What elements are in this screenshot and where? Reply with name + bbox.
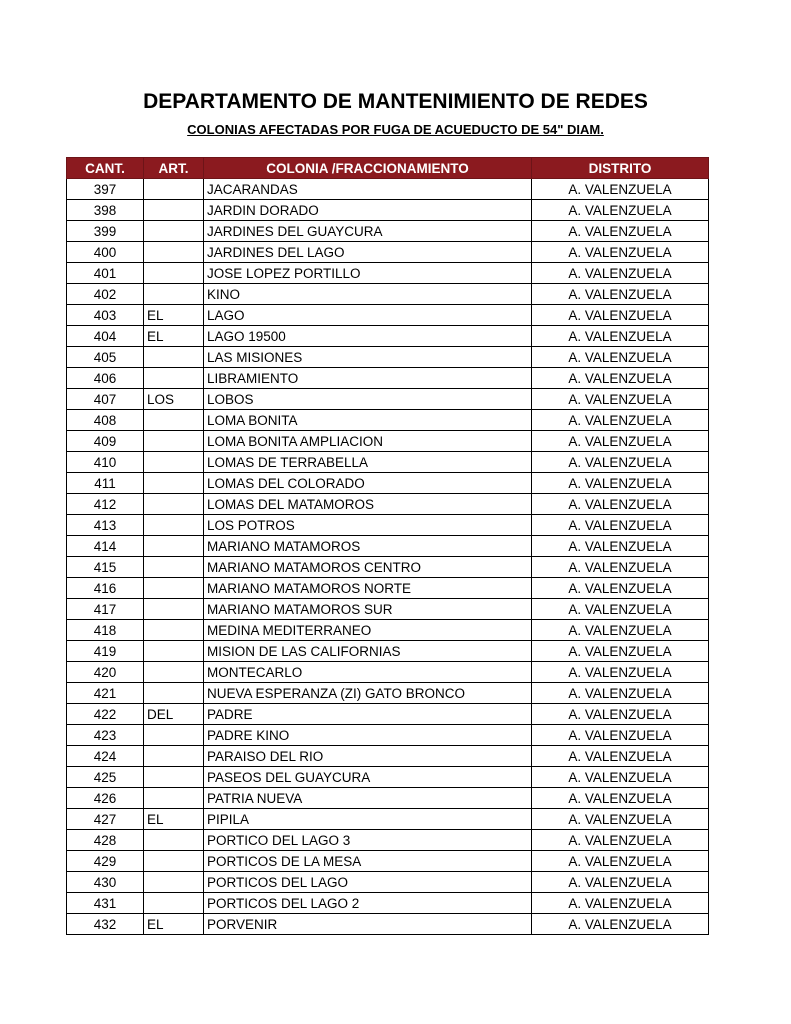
cell-distrito: A. VALENZUELA [532, 704, 709, 725]
page-title: DEPARTAMENTO DE MANTENIMIENTO DE REDES [143, 90, 648, 113]
cell-art [144, 284, 204, 305]
cell-distrito: A. VALENZUELA [532, 284, 709, 305]
cell-art [144, 683, 204, 704]
cell-distrito: A. VALENZUELA [532, 746, 709, 767]
cell-distrito: A. VALENZUELA [532, 872, 709, 893]
cell-distrito: A. VALENZUELA [532, 494, 709, 515]
cell-art [144, 410, 204, 431]
cell-art [144, 746, 204, 767]
cell-cant: 426 [67, 788, 144, 809]
column-header-distrito: DISTRITO [532, 158, 709, 179]
cell-cant: 416 [67, 578, 144, 599]
cell-art [144, 788, 204, 809]
cell-cant: 403 [67, 305, 144, 326]
cell-colonia: LAS MISIONES [204, 347, 532, 368]
cell-distrito: A. VALENZUELA [532, 242, 709, 263]
cell-distrito: A. VALENZUELA [532, 515, 709, 536]
colonias-table [66, 157, 709, 935]
cell-cant: 425 [67, 767, 144, 788]
cell-colonia: MARIANO MATAMOROS SUR [204, 599, 532, 620]
cell-colonia: LOS POTROS [204, 515, 532, 536]
table-row [67, 704, 709, 725]
table-row [67, 914, 709, 935]
table-row [67, 305, 709, 326]
cell-cant: 421 [67, 683, 144, 704]
column-header-cant: CANT. [67, 158, 144, 179]
cell-colonia: MARIANO MATAMOROS NORTE [204, 578, 532, 599]
cell-cant: 411 [67, 473, 144, 494]
table-row [67, 767, 709, 788]
cell-colonia: KINO [204, 284, 532, 305]
table-row [67, 389, 709, 410]
cell-art [144, 725, 204, 746]
cell-distrito: A. VALENZUELA [532, 641, 709, 662]
cell-art: DEL [144, 704, 204, 725]
table-row [67, 431, 709, 452]
table-row [67, 221, 709, 242]
cell-colonia: MEDINA MEDITERRANEO [204, 620, 532, 641]
cell-distrito: A. VALENZUELA [532, 599, 709, 620]
cell-distrito: A. VALENZUELA [532, 893, 709, 914]
cell-distrito: A. VALENZUELA [532, 914, 709, 935]
table-row [67, 557, 709, 578]
cell-colonia: JARDINES DEL GUAYCURA [204, 221, 532, 242]
cell-colonia: LAGO 19500 [204, 326, 532, 347]
column-header-art: ART. [144, 158, 204, 179]
cell-colonia: PARAISO DEL RIO [204, 746, 532, 767]
cell-distrito: A. VALENZUELA [532, 683, 709, 704]
table-row [67, 725, 709, 746]
cell-colonia: PATRIA NUEVA [204, 788, 532, 809]
table-row [67, 263, 709, 284]
cell-art [144, 893, 204, 914]
cell-distrito: A. VALENZUELA [532, 725, 709, 746]
cell-art [144, 599, 204, 620]
cell-art [144, 263, 204, 284]
cell-art [144, 830, 204, 851]
cell-cant: 408 [67, 410, 144, 431]
cell-cant: 405 [67, 347, 144, 368]
cell-colonia: PIPILA [204, 809, 532, 830]
cell-cant: 417 [67, 599, 144, 620]
cell-cant: 418 [67, 620, 144, 641]
cell-art [144, 473, 204, 494]
cell-art [144, 641, 204, 662]
cell-colonia: LAGO [204, 305, 532, 326]
table-row [67, 326, 709, 347]
cell-art: EL [144, 914, 204, 935]
cell-cant: 419 [67, 641, 144, 662]
cell-distrito: A. VALENZUELA [532, 767, 709, 788]
cell-colonia: LOMAS DEL COLORADO [204, 473, 532, 494]
cell-colonia: PORTICO DEL LAGO 3 [204, 830, 532, 851]
cell-distrito: A. VALENZUELA [532, 305, 709, 326]
cell-cant: 406 [67, 368, 144, 389]
cell-cant: 422 [67, 704, 144, 725]
cell-art [144, 536, 204, 557]
cell-art [144, 347, 204, 368]
table-row [67, 872, 709, 893]
table-body [67, 179, 709, 935]
cell-art [144, 578, 204, 599]
cell-cant: 424 [67, 746, 144, 767]
cell-colonia: PORTICOS DE LA MESA [204, 851, 532, 872]
cell-distrito: A. VALENZUELA [532, 536, 709, 557]
cell-colonia: PADRE [204, 704, 532, 725]
cell-distrito: A. VALENZUELA [532, 389, 709, 410]
cell-colonia: JARDINES DEL LAGO [204, 242, 532, 263]
cell-distrito: A. VALENZUELA [532, 410, 709, 431]
cell-colonia: JOSE LOPEZ PORTILLO [204, 263, 532, 284]
cell-cant: 413 [67, 515, 144, 536]
table-row [67, 809, 709, 830]
cell-colonia: PASEOS DEL GUAYCURA [204, 767, 532, 788]
cell-art [144, 200, 204, 221]
cell-distrito: A. VALENZUELA [532, 557, 709, 578]
table-row [67, 452, 709, 473]
cell-colonia: MARIANO MATAMOROS [204, 536, 532, 557]
table-row [67, 620, 709, 641]
cell-colonia: LOMAS DEL MATAMOROS [204, 494, 532, 515]
table-row [67, 368, 709, 389]
table-row [67, 242, 709, 263]
cell-distrito: A. VALENZUELA [532, 200, 709, 221]
cell-cant: 414 [67, 536, 144, 557]
cell-cant: 427 [67, 809, 144, 830]
cell-cant: 409 [67, 431, 144, 452]
cell-art: EL [144, 305, 204, 326]
cell-cant: 430 [67, 872, 144, 893]
cell-colonia: NUEVA ESPERANZA (ZI) GATO BRONCO [204, 683, 532, 704]
cell-colonia: JACARANDAS [204, 179, 532, 200]
table-row [67, 536, 709, 557]
table-row [67, 284, 709, 305]
table-row [67, 578, 709, 599]
cell-distrito: A. VALENZUELA [532, 473, 709, 494]
cell-distrito: A. VALENZUELA [532, 620, 709, 641]
cell-distrito: A. VALENZUELA [532, 347, 709, 368]
cell-distrito: A. VALENZUELA [532, 662, 709, 683]
cell-cant: 428 [67, 830, 144, 851]
cell-distrito: A. VALENZUELA [532, 179, 709, 200]
cell-colonia: PORTICOS DEL LAGO 2 [204, 893, 532, 914]
cell-art [144, 662, 204, 683]
cell-cant: 404 [67, 326, 144, 347]
cell-cant: 399 [67, 221, 144, 242]
cell-art [144, 557, 204, 578]
cell-distrito: A. VALENZUELA [532, 788, 709, 809]
cell-art [144, 767, 204, 788]
table-row [67, 410, 709, 431]
cell-art [144, 179, 204, 200]
cell-cant: 398 [67, 200, 144, 221]
cell-cant: 423 [67, 725, 144, 746]
cell-cant: 429 [67, 851, 144, 872]
cell-colonia: MARIANO MATAMOROS CENTRO [204, 557, 532, 578]
cell-art [144, 872, 204, 893]
cell-art: EL [144, 809, 204, 830]
cell-colonia: JARDIN DORADO [204, 200, 532, 221]
table-row [67, 893, 709, 914]
table-row [67, 641, 709, 662]
table-row [67, 473, 709, 494]
page-subtitle: COLONIAS AFECTADAS POR FUGA DE ACUEDUCTO DE 54" DIAM. [187, 122, 604, 137]
table-row [67, 851, 709, 872]
table-row [67, 515, 709, 536]
cell-cant: 407 [67, 389, 144, 410]
cell-art [144, 431, 204, 452]
cell-cant: 420 [67, 662, 144, 683]
table-row [67, 788, 709, 809]
cell-cant: 432 [67, 914, 144, 935]
cell-art [144, 620, 204, 641]
table-row [67, 599, 709, 620]
cell-art [144, 368, 204, 389]
cell-distrito: A. VALENZUELA [532, 452, 709, 473]
column-header-colonia: COLONIA /FRACCIONAMIENTO [204, 158, 532, 179]
cell-cant: 412 [67, 494, 144, 515]
cell-distrito: A. VALENZUELA [532, 809, 709, 830]
cell-colonia: PADRE KINO [204, 725, 532, 746]
table-header [67, 158, 709, 179]
cell-distrito: A. VALENZUELA [532, 263, 709, 284]
cell-colonia: LIBRAMIENTO [204, 368, 532, 389]
cell-art: LOS [144, 389, 204, 410]
cell-art [144, 221, 204, 242]
cell-cant: 410 [67, 452, 144, 473]
cell-colonia: MONTECARLO [204, 662, 532, 683]
table-row [67, 200, 709, 221]
header-row [67, 158, 709, 179]
cell-distrito: A. VALENZUELA [532, 830, 709, 851]
cell-art [144, 242, 204, 263]
cell-colonia: LOMA BONITA [204, 410, 532, 431]
table-row [67, 347, 709, 368]
cell-distrito: A. VALENZUELA [532, 221, 709, 242]
cell-art: EL [144, 326, 204, 347]
cell-colonia: LOMAS DE TERRABELLA [204, 452, 532, 473]
table-row [67, 494, 709, 515]
cell-art [144, 494, 204, 515]
cell-cant: 397 [67, 179, 144, 200]
cell-colonia: LOBOS [204, 389, 532, 410]
cell-distrito: A. VALENZUELA [532, 431, 709, 452]
table-row [67, 662, 709, 683]
cell-distrito: A. VALENZUELA [532, 851, 709, 872]
cell-colonia: MISION DE LAS CALIFORNIAS [204, 641, 532, 662]
cell-cant: 400 [67, 242, 144, 263]
table-row [67, 830, 709, 851]
cell-cant: 401 [67, 263, 144, 284]
table-row [67, 683, 709, 704]
table-row [67, 746, 709, 767]
cell-colonia: PORTICOS DEL LAGO [204, 872, 532, 893]
cell-colonia: PORVENIR [204, 914, 532, 935]
cell-cant: 415 [67, 557, 144, 578]
cell-art [144, 452, 204, 473]
cell-cant: 431 [67, 893, 144, 914]
cell-art [144, 851, 204, 872]
cell-distrito: A. VALENZUELA [532, 368, 709, 389]
cell-cant: 402 [67, 284, 144, 305]
cell-distrito: A. VALENZUELA [532, 326, 709, 347]
table-row [67, 179, 709, 200]
cell-distrito: A. VALENZUELA [532, 578, 709, 599]
cell-colonia: LOMA BONITA AMPLIACION [204, 431, 532, 452]
cell-art [144, 515, 204, 536]
